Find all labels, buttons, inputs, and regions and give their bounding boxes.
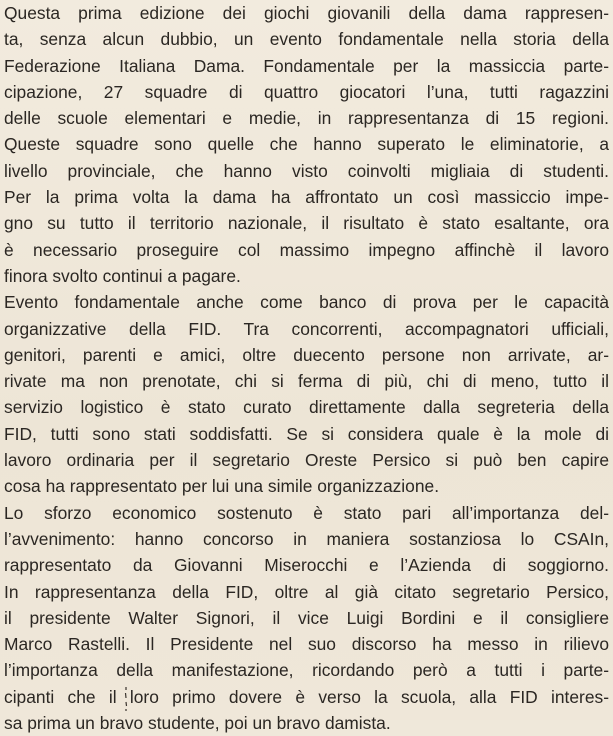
- text-line: lavoro ordinaria per il segretario Oreste Persico si può ben capire: [4, 450, 609, 471]
- text-line: finora svolto continui a pagare.: [4, 265, 241, 286]
- text-line: organizzative della FID. Tra concorrenti, accompagnatori ufficiali,: [4, 318, 609, 339]
- text-line: FID, tutti sono stati soddisfatti. Se si considera quale è la mole di: [4, 423, 609, 444]
- text-line: l’avvenimento: hanno concorso in maniera sostanziosa lo CSAIn,: [4, 528, 609, 549]
- paragraph: [4, 500, 609, 736]
- paragraph: [4, 289, 609, 499]
- pen-mark-icon: [124, 686, 128, 712]
- text-line: Per la prima volta la dama ha affrontato un così massiccio impe-: [4, 187, 609, 208]
- text-line: gno su tutto il territorio nazionale, il risultato è stato esaltante, ora: [4, 213, 609, 234]
- text-line: rappresentato da Giovanni Miserocchi e l’Azienda di soggiorno.: [4, 555, 609, 576]
- text-line: cipazione, 27 squadre di quattro giocatori l’una, tutti ragazzini: [4, 81, 609, 102]
- text-line: cosa ha rappresentato per lui una simile organizzazione.: [4, 476, 440, 497]
- text-line: Lo sforzo economico sostenuto è stato pari all’importanza del-: [4, 502, 609, 523]
- text-line: l’importanza della manifestazione, ricordando però a tutti i parte-: [4, 660, 609, 681]
- text-line: Evento fondamentale anche come banco di prova per le capacità: [4, 292, 609, 313]
- text-line: delle scuole elementari e medie, in rappresentanza di 15 regioni.: [4, 108, 609, 129]
- text-line: genitori, parenti e amici, oltre duecento persone non arrivate, ar-: [4, 344, 609, 365]
- text-line: sa prima un bravo studente, poi un bravo damista.: [4, 713, 391, 734]
- text-line: ta, senza alcun dubbio, un evento fondamentale nella storia della: [4, 29, 609, 50]
- paragraph: [4, 0, 609, 289]
- text-line: servizio logistico è stato curato direttamente dalla segreteria della: [4, 397, 609, 418]
- text-line: livello provinciale, che hanno visto coinvolti migliaia di studenti.: [4, 160, 609, 181]
- text-line: Queste squadre sono quelle che hanno superato le eliminatorie, a: [4, 134, 609, 155]
- text-line: Questa prima edizione dei giochi giovanili della dama rappresen-: [4, 3, 609, 23]
- text-line: il presidente Walter Signori, il vice Luigi Bordini e il consigliere: [4, 607, 609, 628]
- text-line: cipanti che il loro primo dovere è verso la scuola, alla FID interes-: [4, 686, 609, 707]
- text-line: rivate ma non prenotate, chi si ferma di più, chi di meno, tutto il: [4, 371, 609, 392]
- article-body: [4, 0, 609, 736]
- text-line: In rappresentanza della FID, oltre al già citato segretario Persico,: [4, 581, 609, 602]
- pen-mark: [124, 686, 126, 712]
- text-line: Federazione Italiana Dama. Fondamentale per la massiccia parte-: [4, 55, 609, 76]
- text-line: Marco Rastelli. Il Presidente nel suo discorso ha messo in rilievo: [4, 634, 609, 655]
- text-line: è necessario proseguire col massimo impegno affinchè il lavoro: [4, 239, 609, 260]
